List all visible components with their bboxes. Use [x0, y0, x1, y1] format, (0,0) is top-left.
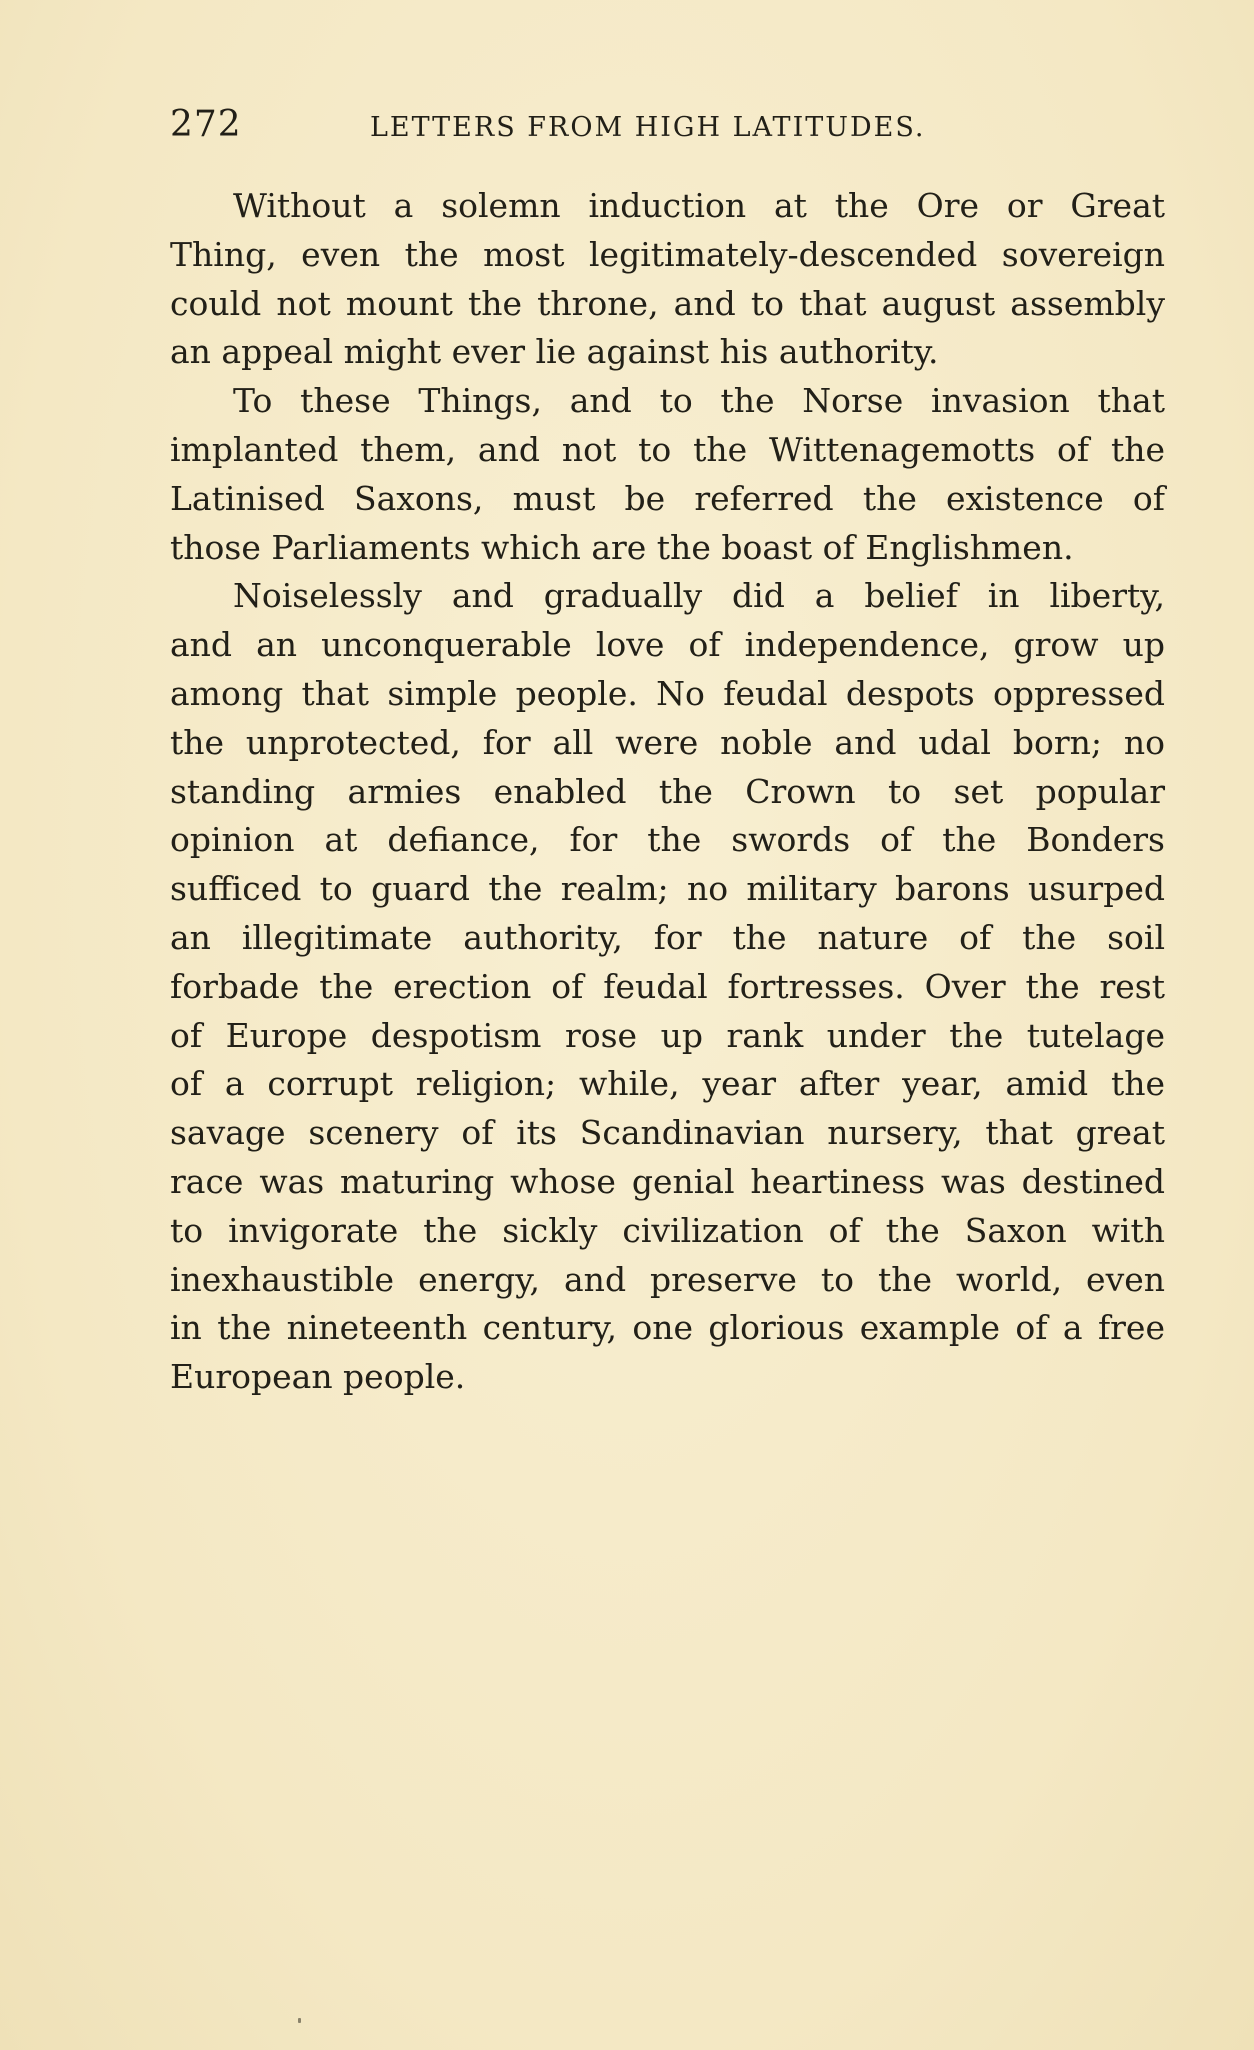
ink-speck [298, 2018, 301, 2023]
text-line: could not mount the throne, and to that august assembly [170, 283, 1165, 323]
text-line: of Europe despotism rose up rank under the tutelage [170, 1015, 1165, 1055]
text-line: of a corrupt religion; while, year after year, amid the [170, 1064, 1165, 1104]
text-line: To these Things, and to the Norse invasion that [233, 381, 1165, 421]
text-line: and an unconquerable love of independence, grow up [170, 625, 1165, 665]
text-line: sufficed to guard the realm; no military barons usurped [170, 869, 1165, 909]
body-text [170, 182, 1165, 1402]
text-line: opinion at defiance, for the swords of the Bonders [170, 820, 1165, 860]
text-line: Noiselessly and gradually did a belief in liberty, [233, 576, 1165, 616]
text-line: Thing, even the most legitimately-descended sovereign [170, 234, 1165, 274]
text-line: among that simple people. No feudal despots oppressed [170, 673, 1165, 713]
running-title: LETTERS FROM HIGH LATITUDES. [370, 112, 926, 143]
text-line: race was maturing whose genial heartiness was destined [170, 1161, 1165, 1201]
text-line: the unprotected, for all were noble and udal born; no [170, 722, 1165, 762]
text-line: European people. [170, 1357, 466, 1397]
text-line: inexhaustible energy, and preserve to the world, even [170, 1259, 1165, 1299]
text-line: an appeal might ever lie against his authority. [170, 332, 939, 372]
running-head [170, 104, 1110, 152]
text-line: forbade the erection of feudal fortresses. Over the rest [170, 966, 1165, 1006]
page-number: 272 [170, 104, 242, 145]
text-line: an illegitimate authority, for the nature of the soil [170, 917, 1165, 957]
text-line: implanted them, and not to the Wittenagemotts of the [170, 429, 1165, 469]
text-line: Latinised Saxons, must be referred the existence of [170, 478, 1165, 518]
text-line: Without a solemn induction at the Ore or Great [233, 186, 1165, 225]
text-line: in the nineteenth century, one glorious example of a free [170, 1308, 1165, 1348]
text-line: to invigorate the sickly civilization of the Saxon with [170, 1210, 1165, 1250]
text-line: those Parliaments which are the boast of Englishmen. [170, 527, 1074, 567]
text-line: standing armies enabled the Crown to set popular [170, 771, 1165, 811]
text-line: savage scenery of its Scandinavian nursery, that great [170, 1113, 1165, 1153]
